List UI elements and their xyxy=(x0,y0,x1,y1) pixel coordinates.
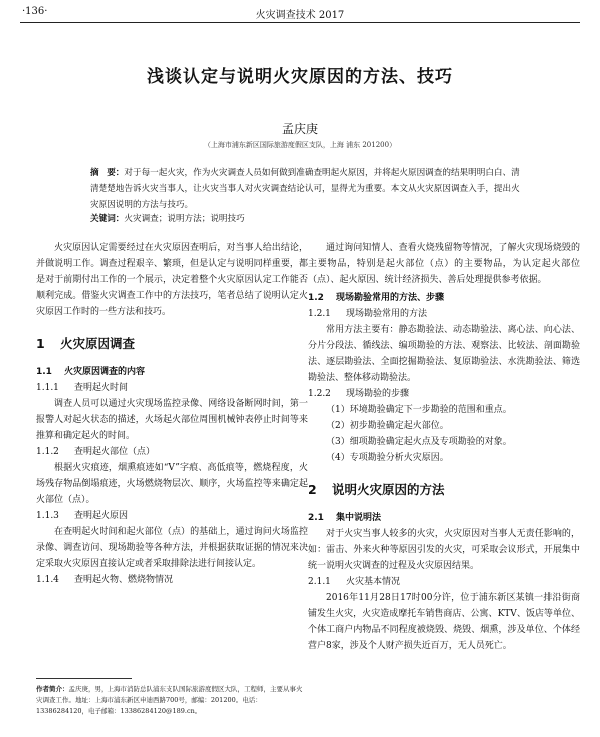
abstract xyxy=(90,165,520,213)
right-column xyxy=(308,240,580,654)
subsection-number: 1.1.3 xyxy=(36,511,59,521)
footnote-label: 作者简介： xyxy=(36,685,69,693)
keywords xyxy=(90,212,520,226)
subsection-title: 查明起火原因 xyxy=(74,511,129,521)
intro-paragraph: 火灾原因认定需要经过在火灾原因查明后，对当事人给出结论，并做说明工作。调查过程艰辛、繁琐，但是认定与说明同样重要，都是对于前期付出工作的一个展示，决定着整个火灾原因认定工作能否顺利完成。借鉴火灾调查工作中的方法技巧，笔者总结了说明认定火灾原因工作时的一些方法和技巧。 xyxy=(36,243,308,317)
step-item: （2）初步勘验确定起火部位。 xyxy=(326,421,449,431)
paragraph-1-1-4-cont: 通过询问知情人、查看火烧残留物等情况，了解火灾现场烧毁的主要物品，特别是起火部位（点）的主要物品，为认定起火部位（点）、起火原因、统计经济损失、善后处理提供参考依据。 xyxy=(308,243,580,285)
left-column xyxy=(36,240,308,588)
subsection-title: 查明起火物、燃烧物情况 xyxy=(74,575,174,585)
subsection-number: 1.1.1 xyxy=(36,383,59,393)
subsection-number: 1.1.2 xyxy=(36,447,59,457)
subsection-number: 1.2 xyxy=(308,293,324,303)
page-number: ·136· xyxy=(22,6,48,17)
paragraph-1-1-3: 在查明起火时间和起火部位（点）的基础上，通过询问火场监控录像、调查访问、现场勘验等各种方法，并根据获取证据的情况来决定采取火灾原因直接认定或者采取排除法进行间接认定。 xyxy=(36,527,308,569)
running-header xyxy=(22,6,578,20)
subsection-title: 火灾基本情况 xyxy=(346,577,401,587)
footnote-rule xyxy=(36,678,132,679)
author-name: 孟庆庚 xyxy=(281,122,318,136)
subsection-1-1-1-heading xyxy=(36,380,308,396)
footnote-text: 孟庆庚，男，上海市消防总队浦东支队国际旅游度假区大队，工程师，主要从事火灾调查工作。地址：上海市浦东新区申迪西路700号，邮编：201200。电话：13386284120，电子邮箱：13386284120@189.cn。 xyxy=(36,685,303,715)
author-affiliation: （上海市浦东新区国际旅游度假区支队，上海 浦东 201200） xyxy=(203,141,397,149)
paragraph-2-1: 对于火灾当事人较多的火灾，火灾原因对当事人无责任影响的，如：雷击、外来火种等原因引发的火灾，可采取会议形式，开展集中统一说明火灾调查的过程及火灾原因结果。 xyxy=(308,529,580,571)
subsection-title: 查明起火时间 xyxy=(74,383,129,393)
keywords-label: 关键词： xyxy=(90,214,125,224)
subsection-2-1-heading xyxy=(308,510,580,526)
abstract-label: 摘 要： xyxy=(90,168,125,178)
subsection-title: 现场勘验常用的方法、步骤 xyxy=(336,293,445,303)
section-title: 火灾原因调查 xyxy=(60,336,136,351)
journal-title: 火灾调查技术 2017 xyxy=(255,10,345,21)
subsection-number: 2.1 xyxy=(308,513,324,523)
subsection-number: 1.2.2 xyxy=(308,389,331,399)
subsection-1-1-2-heading xyxy=(36,444,308,460)
subsection-2-1-1-heading xyxy=(308,574,580,590)
section-1-heading xyxy=(36,336,308,352)
subsection-1-2-1-heading xyxy=(308,306,580,322)
subsection-title: 火灾原因调查的内容 xyxy=(64,367,146,377)
subsection-1-2-2-heading xyxy=(308,386,580,402)
header-rule xyxy=(20,22,580,23)
abstract-text: 对于每一起火灾，作为火灾调查人员如何做到准确查明起火原因，并将起火原因调查的结果明明白白、清清楚楚地告诉火灾当事人，让火灾当事人对火灾调查结论认可，显得尤为重要。本文从火灾原因调查入手，提出火灾原因说明的方法与技巧。 xyxy=(90,168,520,210)
subsection-number: 1.1.4 xyxy=(36,575,59,585)
section-2-heading xyxy=(308,482,580,498)
paragraph-2-1-1: 2016年11月28日17时00分许，位于浦东新区某镇一排沿街商铺发生火灾，火灾造成摩托车销售商店、公寓、KTV、饭店等单位、个体工商户内物品不同程度被烧毁、烧毁、烟熏，涉及单位、个体经营户8家，涉及个人财产损失近百万，无人员死亡。 xyxy=(308,593,580,651)
paragraph-1-1-2: 根据火灾痕迹，烟熏痕迹如“V”字痕、高低痕等，燃烧程度，火场残存物品倒塌痕迹，火场燃烧物层次、顺序，火场监控等来确定起火部位（点）。 xyxy=(36,463,308,505)
subsection-1-2-heading xyxy=(308,290,580,306)
section-title: 说明火灾原因的方法 xyxy=(332,482,445,497)
paragraph-1-1-1: 调查人员可以通过火灾现场监控录像、网络设备断网时间，第一报警人对起火状态的描述，火场起火部位周围机械钟表停止时间等来推算和确定起火的时间。 xyxy=(36,399,308,441)
section-number: 1 xyxy=(36,336,45,351)
paragraph-1-2-1: 常用方法主要有：静态勘验法、动态勘验法、离心法、向心法、分片分段法、循线法、编项勘验的方法、观察法、比较法、剖面勘验法、逐层勘验法、全面挖掘勘验法、复原勘验法、水洗勘验法、筛选勘验法、整体移动勘验法。 xyxy=(308,325,580,383)
author-footnote xyxy=(36,684,308,717)
subsection-1-1-4-heading xyxy=(36,572,308,588)
step-item: （3）细项勘验确定起火点及专项勘验的对象。 xyxy=(326,437,512,447)
subsection-number: 1.2.1 xyxy=(308,309,331,319)
subsection-title: 现场勘验的步骤 xyxy=(346,389,410,399)
keywords-text: 火灾调查；说明方法；说明技巧 xyxy=(124,214,245,224)
step-item: （1）环境勘验确定下一步勘验的范围和重点。 xyxy=(326,405,512,415)
paper-title: 浅谈认定与说明火灾原因的方法、技巧 xyxy=(147,67,453,87)
subsection-number: 2.1.1 xyxy=(308,577,331,587)
subsection-title: 集中说明法 xyxy=(336,513,382,523)
subsection-number: 1.1 xyxy=(36,367,52,377)
subsection-1-1-heading xyxy=(36,364,308,380)
subsection-1-1-3-heading xyxy=(36,508,308,524)
subsection-title: 查明起火部位（点） xyxy=(74,447,156,457)
section-number: 2 xyxy=(308,482,317,497)
step-item: （4）专项勘验分析火灾原因。 xyxy=(326,453,449,463)
subsection-title: 现场勘验常用的方法 xyxy=(346,309,428,319)
